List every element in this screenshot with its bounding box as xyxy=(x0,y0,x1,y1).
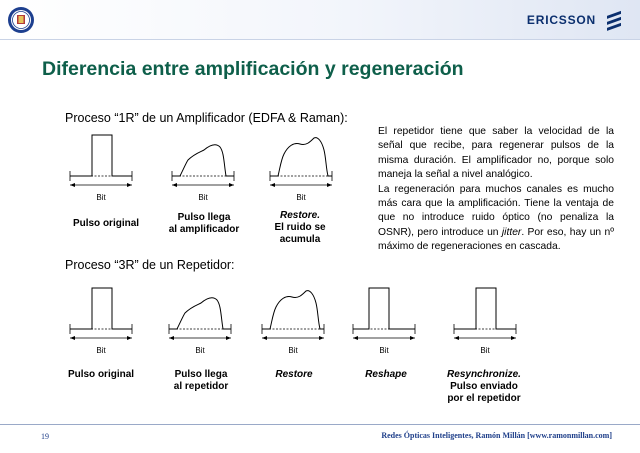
diagram-3r-restored-pulse xyxy=(258,283,328,359)
section-3r-heading: Proceso “3R” de un Repetidor: xyxy=(65,258,235,272)
footer-divider xyxy=(0,424,640,425)
bit-label: Bit xyxy=(96,193,106,202)
caption-1r-3: Restore. El ruido se acumula xyxy=(274,210,326,245)
slide-title: Diferencia entre amplificación y regeneración xyxy=(42,58,464,80)
page-number: 19 xyxy=(41,432,49,441)
paragraph-1: El repetidor tiene que saber la velocidad de la señal que recibe, para regenerar pulsos de la misma duración. El amplificador no, porque solo maneja la señal a nivel analógico. xyxy=(378,126,614,181)
ericsson-logo-icon xyxy=(604,9,624,31)
diagram-3r-resynchronized-pulse xyxy=(450,283,520,359)
bit-label: Bit xyxy=(198,193,208,202)
footer-credits: Redes Ópticas Inteligentes, Ramón Millán [www.ramonmillan.com] xyxy=(381,431,612,440)
caption-1r-1: Pulso original xyxy=(72,218,140,229)
diagram-1r-original-pulse xyxy=(66,130,136,206)
bit-label: Bit xyxy=(195,346,205,355)
caption-3r-3: Restore xyxy=(275,369,313,380)
bit-label: Bit xyxy=(288,346,298,355)
caption-3r-4: Reshape xyxy=(365,369,407,380)
diagram-3r-arrived-pulse xyxy=(165,283,235,359)
brand-name: ERICSSON xyxy=(526,13,596,27)
paragraph-2: La regeneración para muchos canales es mucho más cara que la amplificación. Tiene la ventaja de que no introduce ruido óptico (no penaliza la OSNR), pero introduce un jitter. Por eso, hay un nº máximo de regeneraciones en cascada. xyxy=(378,183,615,253)
bit-label: Bit xyxy=(480,346,490,355)
caption-3r-1: Pulso original xyxy=(67,369,135,380)
explanation-paragraph xyxy=(378,125,614,255)
caption-1r-2: Pulso llega al amplificador xyxy=(168,212,240,235)
university-seal-icon xyxy=(7,6,35,34)
bit-label: Bit xyxy=(96,346,106,355)
caption-3r-2: Pulso llega al repetidor xyxy=(173,369,229,392)
diagram-1r-arrived-pulse xyxy=(168,130,238,206)
bit-label: Bit xyxy=(296,193,306,202)
section-1r-heading: Proceso “1R” de un Amplificador (EDFA & Raman): xyxy=(65,111,348,125)
diagram-1r-restored-pulse xyxy=(266,130,336,206)
caption-3r-5: Resynchronize. Pulso enviado por el repetidor xyxy=(447,369,521,404)
bit-label: Bit xyxy=(379,346,389,355)
diagram-3r-original-pulse xyxy=(66,283,136,359)
diagram-3r-reshaped-pulse xyxy=(349,283,419,359)
